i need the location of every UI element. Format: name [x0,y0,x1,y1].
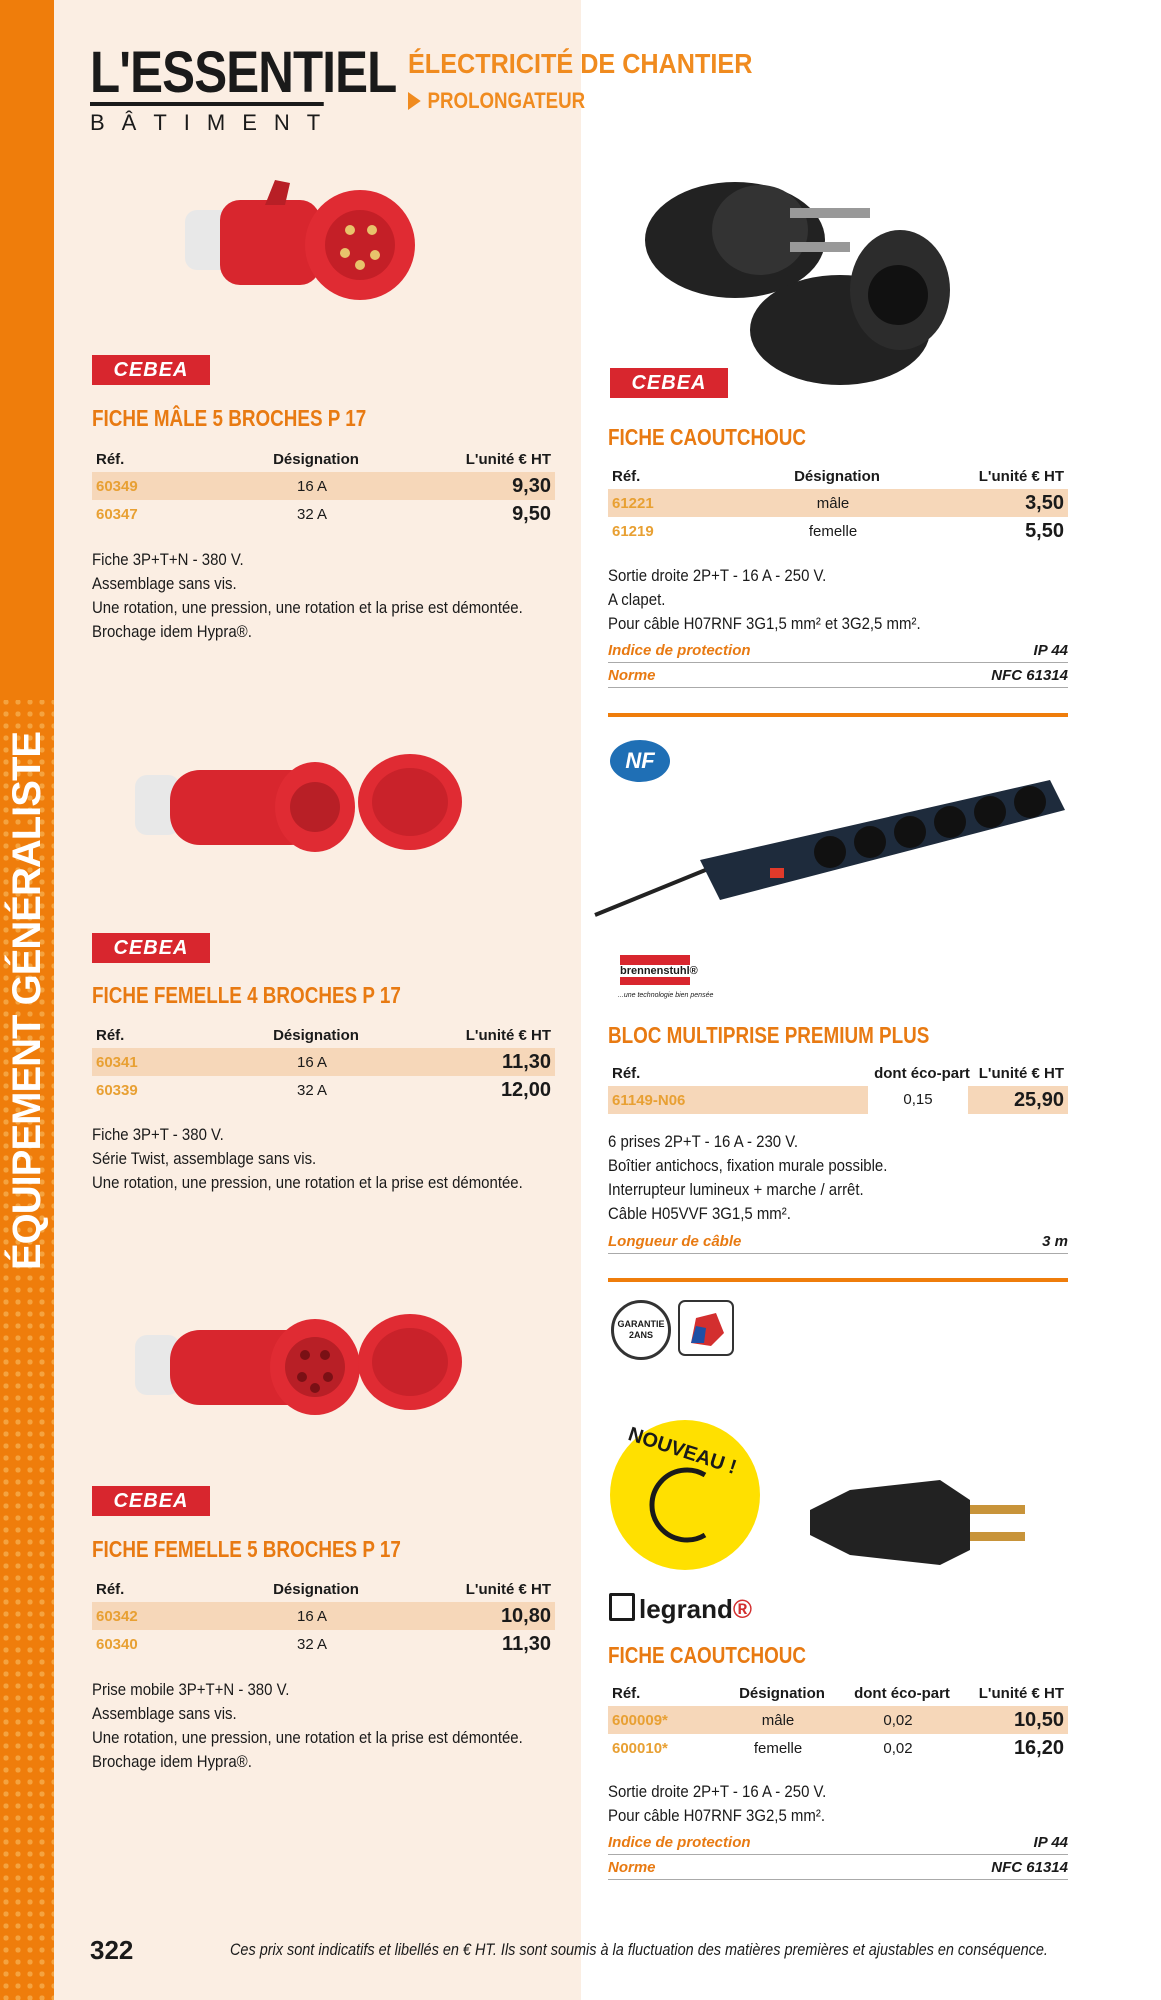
warranty-2-years-icon: GARANTIE 2ANS [611,1300,671,1360]
product-title: FICHE CAOUTCHOUC [608,1642,807,1668]
table-row: 60341 16 A 11,30 [92,1048,555,1076]
table-row: 61221 mâle 3,50 [608,489,1068,517]
power-strip-image [590,770,1070,920]
page-number: 322 [90,1935,134,1965]
red-male-plug-image [180,175,430,325]
cebea-logo: CEBEA [92,355,210,385]
product-table: Réf. Désignation L'unité € HT 60349 16 A 9,30 60347 32 A 9,50 [92,446,555,528]
section-divider [608,713,1068,717]
table-row: 60340 32 A 11,30 [96,1632,551,1655]
product-table: Réf. dont éco-part L'unité € HT 61149-N06 0,15 25,90 [608,1060,1068,1114]
product-description: Prise mobile 3P+T+N - 380 V. Assemblage sans vis. Une rotation, une pression, une rotation et la prise est démontée. Brochage idem Hypra®. [92,1680,523,1771]
spec-row: Indice de protection IP 44 [608,638,1068,663]
made-in-france-icon [676,1298,736,1358]
product-description: Sortie droite 2P+T - 16 A - 250 V. A clapet. Pour câble H07RNF 3G1,5 mm² et 3G2,5 mm². [608,566,921,633]
side-band-solid [0,0,54,700]
spec-row: Norme NFC 61314 [608,663,1068,688]
table-row: 60349 16 A 9,30 [92,472,555,500]
table-row: 600009* mâle 0,02 10,50 [608,1706,1068,1734]
product-table: Réf. Désignation L'unité € HT 60341 16 A 11,30 60339 32 A 12,00 [92,1022,555,1104]
product-title: FICHE MÂLE 5 BROCHES P 17 [92,405,367,431]
product-title: FICHE FEMELLE 4 BROCHES P 17 [92,982,401,1008]
brand-logo: L'ESSENTIEL BÂTIMENT [90,40,397,135]
black-rubber-plugs-image [640,170,950,400]
spec-row: Longueur de câble 3 m [608,1229,1068,1254]
brennenstuhl-tagline: ...une technologie bien pensée [618,992,714,999]
red-female-5pin-plug-image [130,1310,470,1440]
subcategory: PROLONGATEUR [408,88,585,114]
product-description: Fiche 3P+T - 380 V. Série Twist, assemblage sans vis. Une rotation, une pression, une rotation et la prise est démontée. [92,1125,523,1192]
table-row: 61149-N06 0,15 25,90 [608,1086,1068,1114]
table-row: 600010* femelle 0,02 16,20 [612,1736,1064,1759]
legrand-mark-icon [609,1593,635,1621]
product-table: Réf. Désignation L'unité € HT 61221 mâle 3,50 61219 femelle 5,50 [608,463,1068,545]
product-description: Sortie droite 2P+T - 16 A - 250 V. Pour câble H07RNF 3G2,5 mm². [608,1782,827,1825]
cebea-logo: CEBEA [610,368,728,398]
black-rubber-plug-legrand-image [790,1460,1050,1580]
nf-certification-icon: NF [610,740,670,782]
table-row: 61219 femelle 5,50 [612,519,1064,542]
section-divider [608,1278,1068,1282]
play-arrow-icon [408,92,421,110]
table-row: 60347 32 A 9,50 [96,502,551,525]
new-product-badge: NOUVEAU ! [610,1420,760,1570]
product-description: Fiche 3P+T+N - 380 V. Assemblage sans vis. Une rotation, une pression, une rotation et la prise est démontée. Brochage idem Hypra®. [92,550,523,641]
product-table: Réf. Désignation dont éco-part L'unité € HT 600009* mâle 0,02 10,50 600010* femelle 0,02 16,20 [608,1680,1068,1762]
cebea-logo: CEBEA [92,933,210,963]
product-table: Réf. Désignation L'unité € HT 60342 16 A 10,80 60340 32 A 11,30 [92,1576,555,1658]
side-category-title: ÉQUIPEMENT GÉNÉRALISTE [5,731,49,1270]
spec-row: Norme NFC 61314 [608,1855,1068,1880]
product-title: FICHE FEMELLE 5 BROCHES P 17 [92,1536,401,1562]
table-row: 60342 16 A 10,80 [92,1602,555,1630]
price-disclaimer: Ces prix sont indicatifs et libellés en € HT. Ils sont soumis à la fluctuation des matières premières et ajustables en conséquence. [230,1940,1048,1959]
category-title: ÉLECTRICITÉ DE CHANTIER [408,48,753,79]
spec-row: Indice de protection IP 44 [608,1830,1068,1855]
product-title: BLOC MULTIPRISE PREMIUM PLUS [608,1022,930,1048]
new-badge-arc-icon [645,1460,725,1550]
brennenstuhl-logo: brennenstuhl® [620,965,698,977]
legrand-logo: legrand® [609,1593,752,1625]
cebea-logo: CEBEA [92,1486,210,1516]
product-description: 6 prises 2P+T - 16 A - 230 V. Boîtier antichocs, fixation murale possible. Interrupteur lumineux + marche / arrêt. Câble H05VVF 3G1,5 mm². [608,1132,888,1223]
product-title: FICHE CAOUTCHOUC [608,424,807,450]
table-row: 60339 32 A 12,00 [96,1078,551,1101]
red-female-plug-image [130,750,470,880]
